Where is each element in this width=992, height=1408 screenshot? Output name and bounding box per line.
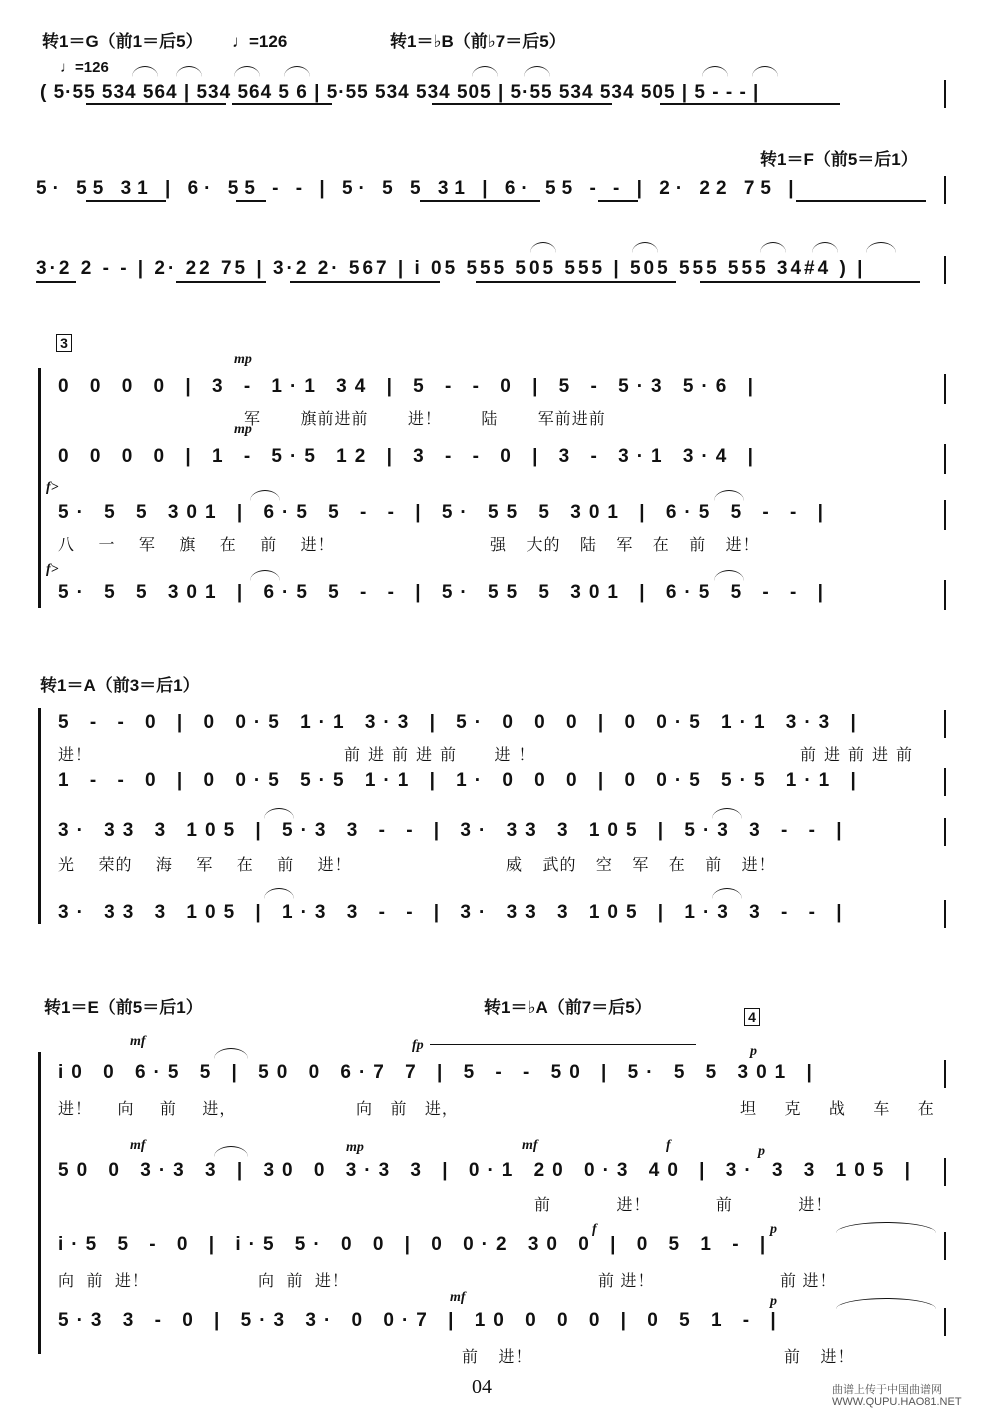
slur bbox=[836, 1298, 936, 1309]
dynamic-mp: mp bbox=[234, 422, 252, 437]
barline bbox=[944, 1232, 946, 1260]
slur bbox=[632, 242, 658, 253]
slur bbox=[472, 66, 498, 77]
slur bbox=[176, 66, 202, 77]
sa-line1-notes: 5 - - 0 | 0 0·5 1·1 3·3 | 5· 0 0 0 | 0 0·5 1·1 3·3 | bbox=[58, 712, 864, 733]
slur bbox=[524, 66, 550, 77]
slur bbox=[234, 66, 260, 77]
barline bbox=[944, 374, 946, 404]
barline bbox=[944, 500, 946, 530]
barline bbox=[944, 768, 946, 796]
s4-line1-lyrics-a: 进！ 向 前 进， bbox=[58, 1101, 237, 1118]
beam bbox=[420, 200, 540, 202]
key-change-a: 转1＝A（前3＝后1） bbox=[40, 676, 200, 695]
dynamic-p: p bbox=[758, 1144, 765, 1159]
barline bbox=[944, 1308, 946, 1336]
slur bbox=[264, 888, 294, 899]
slur bbox=[712, 808, 742, 819]
slur bbox=[812, 242, 838, 253]
sa-line1-lyrics-c: 前进前进前 bbox=[800, 747, 921, 764]
barline bbox=[944, 1158, 946, 1186]
beam bbox=[476, 281, 676, 283]
dynamic-mp: mp bbox=[234, 352, 252, 367]
key-change-bb: 转1＝♭B（前♭7＝后5） bbox=[390, 32, 566, 51]
barline bbox=[944, 256, 946, 284]
key-change-ab: 转1＝♭A（前7＝后5） bbox=[484, 998, 652, 1017]
slur bbox=[214, 1146, 248, 1157]
beam bbox=[86, 200, 166, 202]
beam bbox=[176, 281, 266, 283]
slur bbox=[250, 570, 280, 581]
barline bbox=[944, 80, 946, 108]
beam bbox=[232, 103, 332, 105]
s3-line3-lyrics-b: 强 大的 陆 军 在 前 进！ bbox=[490, 537, 760, 554]
dynamic-p: p bbox=[770, 1294, 777, 1309]
beam bbox=[598, 200, 638, 202]
system-bracket bbox=[38, 1052, 41, 1354]
dynamic-p: p bbox=[770, 1222, 777, 1237]
beam bbox=[796, 200, 926, 202]
dynamic-mf: mf bbox=[130, 1034, 146, 1049]
beam bbox=[86, 103, 226, 105]
s3-line4-notes: 5· 5 5 301 | 6·5 5 - - | 5· 55 5 301 | 6·5 5 - - | bbox=[58, 582, 831, 603]
s3-line1-notes: 0 0 0 0 | 3 - 1·1 34 | 5 - - 0 | 5 - 5·3 5·6 | bbox=[58, 376, 761, 397]
dynamic-mf: mf bbox=[450, 1290, 466, 1305]
dynamic-f-accent: f> bbox=[46, 562, 59, 577]
s4-line1-lyrics-b: 向 前 进， bbox=[356, 1101, 459, 1118]
s3-line2-notes: 0 0 0 0 | 1 - 5·5 12 | 3 - - 0 | 3 - 3·1 3·4 | bbox=[58, 446, 761, 467]
slur bbox=[132, 66, 158, 77]
barline bbox=[944, 176, 946, 204]
slur bbox=[250, 490, 280, 501]
rehearsal-mark-3: 3 bbox=[56, 334, 72, 352]
key-change-g: 转1＝G（前1＝后5） bbox=[42, 32, 203, 51]
slur bbox=[284, 66, 310, 77]
slur bbox=[836, 1222, 936, 1233]
dynamic-mf: mf bbox=[130, 1138, 146, 1153]
beam bbox=[290, 281, 440, 283]
dynamic-mf: mf bbox=[522, 1138, 538, 1153]
s4-line1-lyrics-c: 坦 克 战 车 在 bbox=[740, 1101, 935, 1118]
barline bbox=[944, 580, 946, 610]
slur bbox=[714, 490, 744, 501]
dynamic-p: p bbox=[750, 1044, 757, 1059]
barline bbox=[944, 900, 946, 928]
slur bbox=[714, 570, 744, 581]
beam bbox=[432, 103, 612, 105]
beam bbox=[700, 281, 920, 283]
dynamic-f-accent: f> bbox=[46, 480, 59, 495]
slur bbox=[752, 66, 778, 77]
s3-line3-notes: 5· 5 5 301 | 6·5 5 - - | 5· 55 5 301 | 6·5 5 - - | bbox=[58, 502, 831, 523]
s3-line3-lyrics-a: 八 一 军 旗 在 前 进！ bbox=[58, 537, 335, 554]
s4-line3-lyrics-b: 向 前 进！ bbox=[258, 1273, 349, 1290]
slur bbox=[760, 242, 786, 253]
sa-line2-notes: 1 - - 0 | 0 0·5 5·5 1·1 | 1· 0 0 0 | 0 0·5 5·5 1·1 | bbox=[58, 770, 864, 791]
beam bbox=[660, 103, 840, 105]
slur bbox=[712, 888, 742, 899]
s4-line3-lyrics-c: 前 进！ bbox=[598, 1273, 655, 1290]
barline bbox=[944, 1060, 946, 1088]
sa-line4-notes: 3· 33 3 105 | 1·3 3 - - | 3· 33 3 105 | 1·3 3 - - | bbox=[58, 902, 850, 923]
beam bbox=[236, 200, 266, 202]
s4-line4-notes: 5·3 3 - 0 | 5·3 3· 0 0·7 | 10 0 0 0 | 0 5 1 - | bbox=[58, 1310, 784, 1331]
tempo-marking: ♩=126 bbox=[232, 32, 288, 51]
dynamic-mp: mp bbox=[346, 1140, 364, 1155]
slur bbox=[214, 1048, 248, 1059]
sa-line1-lyrics-a: 进！ bbox=[58, 747, 93, 764]
slur bbox=[264, 808, 294, 819]
system3-notes: 3·2 2 - - | 2· 22 75 | 3·2 2· 567 | i 05 555 505 555 | 505 555 555 34#4 ) | bbox=[36, 258, 866, 279]
s4-line4-lyrics-b: 前 进！ bbox=[784, 1349, 855, 1366]
sa-line3-notes: 3· 33 3 105 | 5·3 3 - - | 3· 33 3 105 | 5·3 3 - - | bbox=[58, 820, 850, 841]
barline bbox=[944, 710, 946, 738]
system-bracket bbox=[38, 708, 41, 924]
s4-line3-notes: i·5 5 - 0 | i·5 5· 0 0 | 0 0·2 30 0 | 0 5 1 - | bbox=[58, 1234, 774, 1255]
rehearsal-mark-4: 4 bbox=[744, 1008, 760, 1026]
slur bbox=[530, 242, 556, 253]
s4-line4-lyrics-a: 前 进！ bbox=[462, 1349, 533, 1366]
dynamic-f: f bbox=[666, 1138, 671, 1153]
dynamic-f: f bbox=[592, 1222, 597, 1237]
s4-line3-lyrics-a: 向 前 进！ bbox=[58, 1273, 149, 1290]
tempo-marking-2: ♩=126 bbox=[60, 59, 109, 76]
watermark: 曲谱上传于中国曲谱网 WWW.QUPU.HAO81.NET bbox=[832, 1384, 962, 1408]
s4-line3-lyrics-d: 前 进！ bbox=[780, 1273, 837, 1290]
s4-line1-notes: i0 0 6·5 5 | 50 0 6·7 7 | 5 - - 50 | 5· 5 5 301 | bbox=[58, 1062, 820, 1083]
beam bbox=[36, 281, 76, 283]
s3-line1-lyrics: 军 旗前进前 进！ 陆 军前进前 bbox=[244, 411, 606, 428]
key-change-f: 转1＝F（前5＝后1） bbox=[760, 150, 918, 169]
sa-line3-lyrics-b: 威 武的 空 军 在 前 进！ bbox=[506, 857, 776, 874]
barline bbox=[944, 818, 946, 846]
system1-notes: ( 5·55 534 564 | 534 564 5 6 | 5·55 534 534 505 | 5·55 534 534 505 | 5 - - - | bbox=[40, 82, 760, 103]
phrase-line bbox=[430, 1044, 696, 1045]
slur bbox=[702, 66, 728, 77]
s4-line2-lyrics: 前 进！ 前 进！ bbox=[534, 1197, 833, 1214]
s4-line2-notes: 50 0 3·3 3 | 30 0 3·3 3 | 0·1 20 0·3 40 | 3· 3 3 105 | bbox=[58, 1160, 918, 1181]
sa-line3-lyrics-a: 光 荣的 海 军 在 前 进！ bbox=[58, 857, 352, 874]
sa-line1-lyrics-b: 前进前进前 进！ bbox=[344, 747, 543, 764]
slur bbox=[866, 242, 896, 253]
key-change-e: 转1＝E（前5＝后1） bbox=[44, 998, 203, 1017]
dynamic-fp: fp bbox=[412, 1038, 424, 1053]
system-bracket bbox=[38, 368, 41, 608]
page-number: 04 bbox=[472, 1376, 492, 1398]
barline bbox=[944, 444, 946, 474]
system2-notes: 5· 55 31 | 6· 55 - - | 5· 5 5 31 | 6· 55 - - | 2· 22 75 | bbox=[36, 178, 800, 199]
